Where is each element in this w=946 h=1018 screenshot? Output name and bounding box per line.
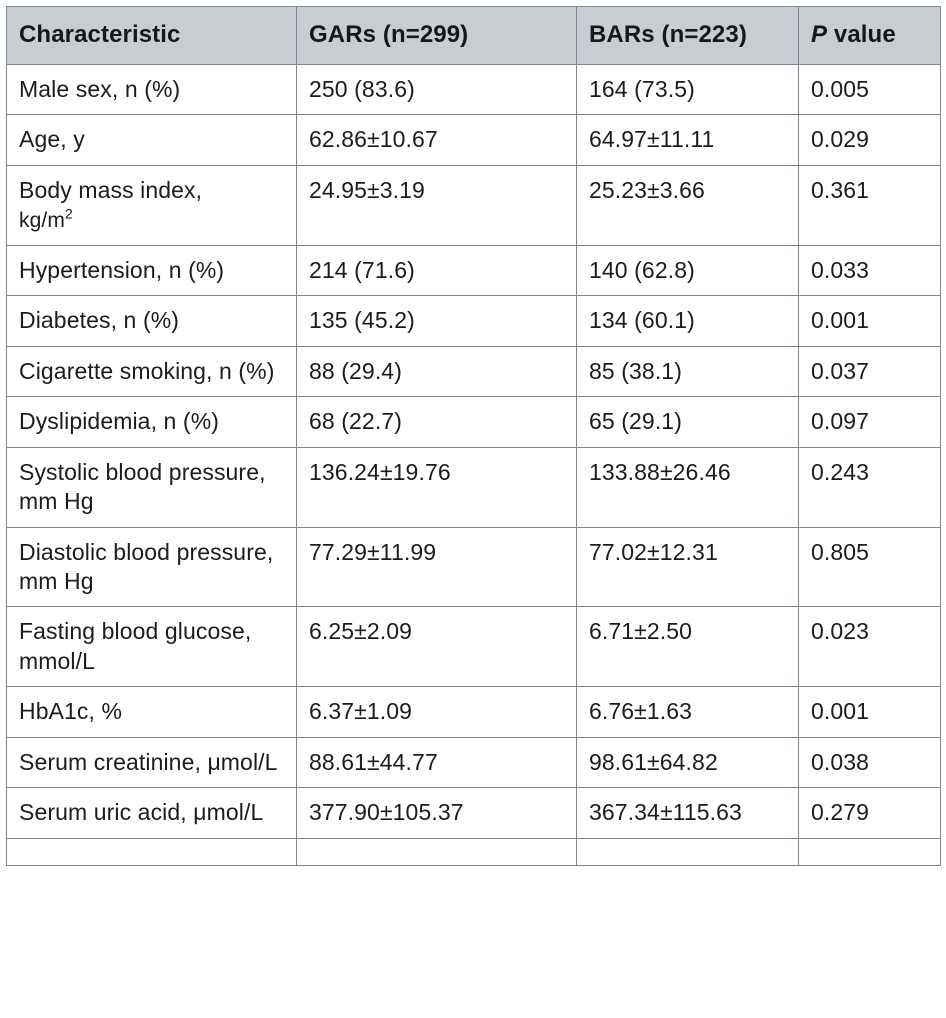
cell-p: 0.279 — [799, 788, 941, 838]
cell-characteristic-main: Body mass index, — [19, 176, 203, 203]
cell-bars: 6.76±1.63 — [577, 687, 799, 737]
cell-characteristic: Hypertension, n (%) — [7, 245, 297, 295]
cell-p: 0.005 — [799, 64, 941, 114]
cell-characteristic — [7, 165, 297, 245]
p-italic: P — [811, 21, 828, 48]
table-row — [7, 245, 941, 295]
column-header-p-value — [799, 7, 941, 65]
cell-characteristic: Diastolic blood pressure, mm Hg — [7, 527, 297, 607]
column-header-characteristic: Characteristic — [7, 7, 297, 65]
cell-characteristic-sup: 2 — [64, 206, 73, 223]
column-header-gars: GARs (n=299) — [297, 7, 577, 65]
table-row — [7, 115, 941, 165]
cell-characteristic: Dyslipidemia, n (%) — [7, 397, 297, 447]
cell-gars: 68 (22.7) — [297, 397, 577, 447]
cell-p: 0.038 — [799, 737, 941, 787]
characteristics-table — [6, 6, 941, 866]
cell-p: 0.001 — [799, 296, 941, 346]
table-row — [7, 447, 941, 527]
cell-characteristic: Serum creatinine, μmol/L — [7, 737, 297, 787]
cell-p: 0.097 — [799, 397, 941, 447]
cell-p: 0.361 — [799, 165, 941, 245]
cell-characteristic: Diabetes, n (%) — [7, 296, 297, 346]
cell-bars: 98.61±64.82 — [577, 737, 799, 787]
column-header-bars: BARs (n=223) — [577, 7, 799, 65]
table-body — [7, 64, 941, 865]
cell-bars: 65 (29.1) — [577, 397, 799, 447]
cell-bars: 134 (60.1) — [577, 296, 799, 346]
cell-characteristic: Age, y — [7, 115, 297, 165]
cell-characteristic: Male sex, n (%) — [7, 64, 297, 114]
cell-bars: 6.71±2.50 — [577, 607, 799, 687]
cell-bars: 140 (62.8) — [577, 245, 799, 295]
p-value-word: value — [833, 21, 896, 48]
table-header — [7, 7, 941, 65]
table-row — [7, 165, 941, 245]
cell-partial — [799, 838, 941, 865]
table-row — [7, 788, 941, 838]
table-row — [7, 607, 941, 687]
cell-p: 0.001 — [799, 687, 941, 737]
cell-p: 0.805 — [799, 527, 941, 607]
cell-characteristic: Cigarette smoking, n (%) — [7, 346, 297, 396]
cell-gars: 77.29±11.99 — [297, 527, 577, 607]
table-row-partial — [7, 838, 941, 865]
cell-gars: 377.90±105.37 — [297, 788, 577, 838]
table-row — [7, 527, 941, 607]
table-row — [7, 737, 941, 787]
table-row — [7, 64, 941, 114]
cell-gars: 136.24±19.76 — [297, 447, 577, 527]
cell-gars: 250 (83.6) — [297, 64, 577, 114]
cell-partial — [297, 838, 577, 865]
cell-characteristic: Fasting blood glucose, mmol/L — [7, 607, 297, 687]
cell-characteristic: Serum uric acid, μmol/L — [7, 788, 297, 838]
cell-p: 0.243 — [799, 447, 941, 527]
cell-p: 0.037 — [799, 346, 941, 396]
cell-gars: 135 (45.2) — [297, 296, 577, 346]
cell-partial — [577, 838, 799, 865]
cell-bars: 85 (38.1) — [577, 346, 799, 396]
cell-p: 0.029 — [799, 115, 941, 165]
table-row — [7, 687, 941, 737]
table-row — [7, 397, 941, 447]
cell-characteristic-unit: kg/m — [19, 209, 65, 233]
cell-bars: 77.02±12.31 — [577, 527, 799, 607]
cell-gars: 6.25±2.09 — [297, 607, 577, 687]
cell-bars: 164 (73.5) — [577, 64, 799, 114]
cell-bars: 64.97±11.11 — [577, 115, 799, 165]
cell-p: 0.023 — [799, 607, 941, 687]
table-header-row — [7, 7, 941, 65]
cell-bars: 25.23±3.66 — [577, 165, 799, 245]
cell-gars: 24.95±3.19 — [297, 165, 577, 245]
table-row — [7, 346, 941, 396]
cell-p: 0.033 — [799, 245, 941, 295]
table-row — [7, 296, 941, 346]
cell-bars: 367.34±115.63 — [577, 788, 799, 838]
cell-gars: 88 (29.4) — [297, 346, 577, 396]
cell-gars: 6.37±1.09 — [297, 687, 577, 737]
cell-characteristic: HbA1c, % — [7, 687, 297, 737]
cell-bars: 133.88±26.46 — [577, 447, 799, 527]
cell-characteristic: Systolic blood pressure, mm Hg — [7, 447, 297, 527]
cell-gars: 214 (71.6) — [297, 245, 577, 295]
cell-gars: 62.86±10.67 — [297, 115, 577, 165]
cell-gars: 88.61±44.77 — [297, 737, 577, 787]
cell-partial — [7, 838, 297, 865]
